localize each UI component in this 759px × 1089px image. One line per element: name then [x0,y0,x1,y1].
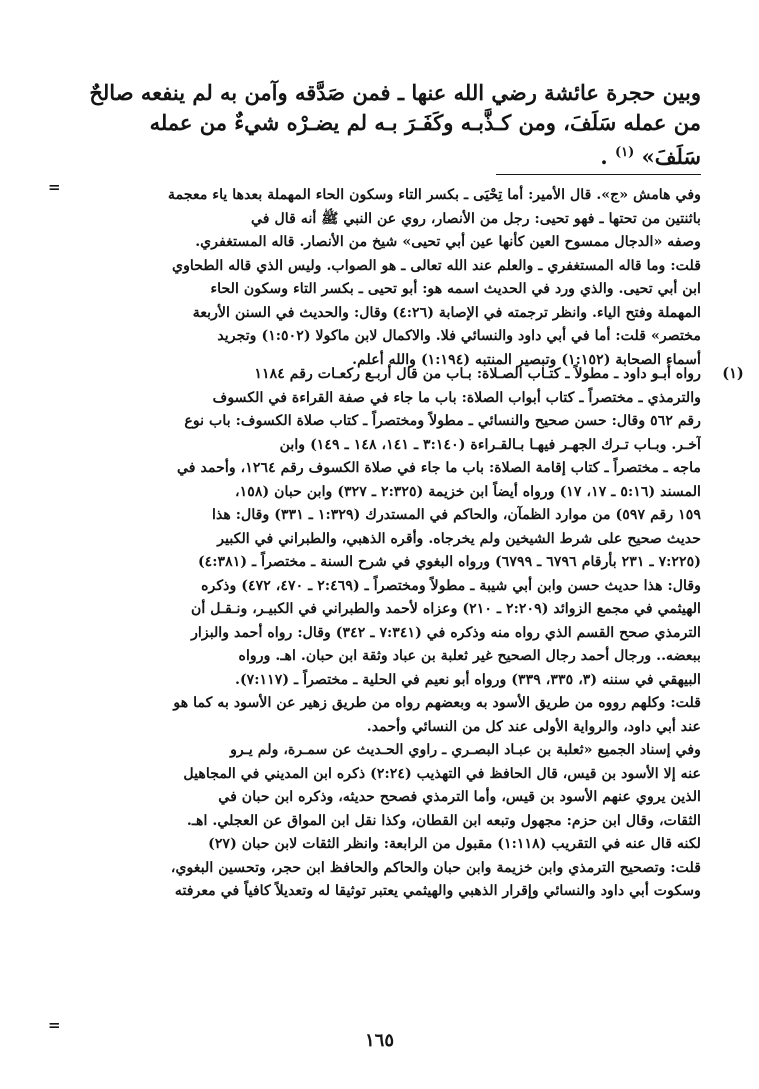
main-line-last [40,138,701,172]
footnote-line: قلت: وما قاله المستغفري ـ والعلم عند الله تعالى ـ هو الصواب. وليس الذي قاله الطحاوي [171,257,701,274]
footnote-line: قلت: وتصحيح الترمذي وابن خزيمة وابن حبان والحاكم والحافظ ابن حجر، وتحسين البغوي، [170,859,701,876]
footnote-line: الترمذي صحح القسم الذي رواه منه وذكره في (٧:٣٤١ ـ ٣٤٢) وقال: رواه أحمد والبزار [191,624,701,641]
footnote-line: ماجه ـ مختصراً ـ كتاب إقامة الصلاة: باب ما جاء في صلاة الكسوف رقم ١٢٦٤، وأحمد في [176,460,701,476]
main-line-end: . [600,144,608,169]
footnote-line: ١٥٩ رقم ٥٩٧) من موارد الظمآن، والحاكم في المستدرك (١:٣٢٩ ـ ٣٣١) وقال: هذا [212,507,701,523]
main-line: وبين حجرة عائشة رضي الله عنها ـ فمن صَدَّقه وآمن به لم ينفعه صالحٌ [89,80,701,105]
footnote-line: قلت: وكلهم رووه من طريق الأسود به وبعضهم رواه من طريق زهير عن الأسود به كما هو [173,695,701,711]
continues-next-page-marker: = [48,1016,61,1034]
footnote-continuation [60,184,701,372]
footnote-line: مختصر» قلت: أما في أبي داود والنسائي فلا. والاكمال لابن ماكولا (١:٥٠٢) وتجريد [217,328,701,344]
footnote-line: (٧:٢٢٥ ـ ٢٣١ بأرقام ٦٧٩٦ ـ ٦٧٩٩) ورواه البغوي في شرح السنة ـ مختصراً ـ (٤:٣٨١) [197,554,701,570]
footnote-line: وفي إسناد الجميع «ثعلبة بن عبـاد البصـري ـ راوي الحـديث عن سمـرة، ولم يـرو [230,742,701,758]
footnote-line: ابن أبي تحيى. والذي ورد في الحديث اسمه هو: أبو تحيى ـ بكسر التاء وسكون الحاء [210,281,701,297]
footnote-line: رقم ٥٦٢ وقال: حسن صحيح والنسائي ـ مطولاً ومختصراً ـ كتاب صلاة الكسوف: باب نوع [184,413,701,429]
footnote-line: حديث صحيح على شرط الشيخين ولم يخرجاه. وأقره الذهبي، والطبراني في الكبير [217,530,701,547]
footnote-line: عنه إلا الأسود بن قيس، قال الحافظ في التهذيب (٢:٢٤) ذكره ابن المديني في المجاهيل [183,765,701,782]
footnote-line: أسماء الصحابة (١:١٥٢) وتبصير المنتبه (١:١٩٤) والله أعلم. [352,351,701,368]
main-text-block [40,78,701,172]
footnote-line: الذين يروي عنهم الأسود بن قيس، وأما الترمذي فصحح حديثه، وذكره ابن حبان في [218,789,701,805]
footnote-line: وسكوت أبي داود والنسائي وإقرار الذهبي والهيثمي يعتبر توثيقا له وتعديلاً كافياً في معرفته [174,883,701,899]
footnote-line: ببعضه.. ورجال أحمد رجال الصحيح غير ثعلبة بن عباد وثقة ابن حبان. اهـ. ورواه [238,648,701,664]
main-line-text: سَلَفَ» [641,144,701,169]
footnote-reference: (١) [614,145,635,160]
footnote-line: الثقات، وقال ابن حزم: مجهول وتبعه ابن القطان، وكذا نقل ابن المواق عن العجلي. اهـ. [186,812,701,829]
footnote-line: والترمذي ـ مختصراً ـ كتاب أبواب الصلاة: باب ما جاء في صفة القراءة في الكسوف [212,389,701,406]
footnote-1 [60,363,701,904]
footnote-separator-rule [496,174,701,175]
footnote-line: المسند (٥:١٦ ـ ١٧، ١٧) ورواه أيضاً ابن خزيمة (٢:٣٢٥ ـ ٣٢٧) وابن حبان (١٥٨، [234,483,701,500]
continuation-marker: = [48,178,61,196]
footnote-line: وصفه «الدجال ممسوح العين كأنها عين أبي تحيى» شيخ من الأنصار. قاله المستغفري. [195,234,701,250]
footnote-line: باثنتين من تحتها ـ فهو تحيى: رجل من الأنصار، روي عن النبي ﷺ أنه قال في [250,210,701,227]
footnote-line: المهملة وفتح الياء. وانظر ترجمته في الإصابة (٤:٢٦) وقال: والحديث في السنن الأربعة [192,304,701,321]
footnote-line: عند أبي داود، والرواية الأولى عند كل من النسائي وأحمد. [366,718,701,735]
footnote-line: لكنه قال عنه في التقريب (١:١١٨) مقبول من الرابعة: وانظر الثقات لابن حبان (٢٧) [208,836,701,852]
footnote-line: البيهقي في سننه (٣، ٣٣٥، ٣٣٩) ورواه أبو نعيم في الحلية ـ مختصراً ـ (٧:١١٧). [235,671,701,688]
footnote-line: آخـر. وبـاب تـرك الجهـر فيهـا بـالقـراءة (٣:١٤٠ ـ ١٤١، ١٤٨ ـ ١٤٩) وابن [279,436,701,453]
footnote-line: رواه أبـو داود ـ مطولاً ـ كتـاب الصـلاة: بـاب من قال أربـع ركعـات رقم ١١٨٤ [254,366,701,382]
footnote-line: وقال: هذا حديث حسن وابن أبي شيبة ـ مطولاً ومختصراً ـ (٢:٤٦٩ ـ ٤٧٠، ٤٧٢) وذكره [201,577,701,594]
footnote-line: الهيثمي في مجمع الزوائد (٢:٢٠٩ ـ ٢١٠) وعزاه لأحمد والطبراني في الكبيـر، ونـقـل أن [190,601,701,617]
footnote-line: وفي هامش «ج». قال الأمير: أما تِحْيَى ـ بكسر التاء وسكون الحاء المهملة بعدها ياء معجمة [168,187,701,203]
main-line: من عمله سَلَفَ، ومن كـذَّبـه وكَفَـرَ بـه لم يضـرْه شيءٌ من عمله [149,110,701,135]
page-number: ١٦٥ [364,1030,394,1051]
footnote-1-marker: (١) [722,365,744,382]
